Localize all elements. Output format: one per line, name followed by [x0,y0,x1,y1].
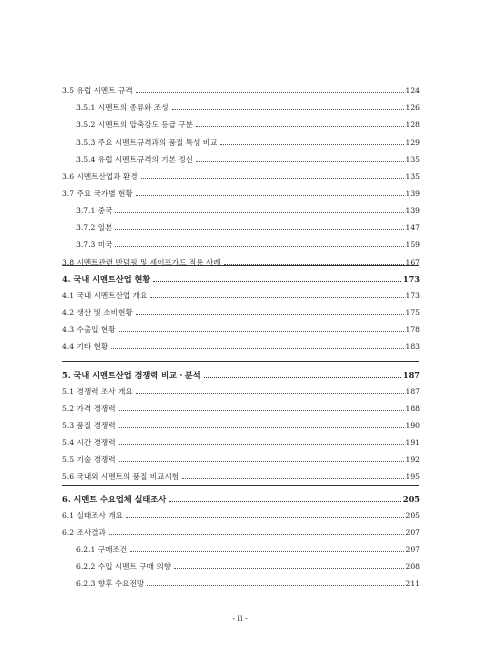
toc-entry[interactable] [62,511,420,521]
toc-entry-title: 실태조사 개요 [76,511,123,520]
toc-entry-number: 3.5.2 [76,120,96,129]
toc-entry-title: 국내외 시멘트의 품질 비교시험 [76,472,180,481]
toc-entry-title: 시멘트의 종류와 조성 [97,103,169,112]
toc-entry[interactable] [62,258,420,268]
toc-entry-number: 5.1 [62,387,75,396]
leader-dots [172,109,404,110]
leader-dots [174,568,403,569]
toc-entry-title: 수출입 현황 [76,325,116,334]
leader-dots [119,444,404,445]
leader-dots [109,534,404,535]
toc-entry-number: 5.6 [62,472,75,481]
toc-entry[interactable] [76,103,420,113]
toc-entry-page: 207 [405,528,420,537]
leader-dots [119,427,404,428]
toc-entry-number: 6.2.3 [76,579,96,588]
toc-entry-page: 175 [405,308,420,317]
toc-entry-page: 139 [405,189,420,198]
toc-entry-number: 5.4 [62,438,75,447]
toc-entry[interactable] [62,528,420,538]
toc-entry-page: 147 [405,223,420,232]
toc-entry-title: 가격 경쟁력 [76,404,116,413]
toc-entry-number: 6.1 [62,511,75,520]
toc-entry-number: 6.2.1 [76,545,96,554]
toc-entry-title: 기술 경쟁력 [76,455,116,464]
toc-entry[interactable] [76,223,420,233]
toc-entry[interactable] [62,189,420,199]
toc-entry-title: 생산 및 소비현황 [76,308,133,317]
leader-dots [182,478,403,479]
toc-entry-title: 유럽 시멘트 규격 [76,86,133,95]
toc-entry-page: 190 [405,421,420,430]
leader-dots [119,410,404,411]
toc-entry-page: 135 [405,172,420,181]
toc-entry[interactable] [76,120,420,130]
leader-dots [136,92,404,93]
toc-entry[interactable] [62,86,420,96]
toc-entry-page: 135 [405,155,420,164]
toc-entry-title: 유럽 시멘트규격의 기본 정신 [97,155,194,164]
toc-entry[interactable] [62,404,420,414]
chapter-number: 5. [62,370,71,380]
toc-entry-number: 6.2.2 [76,562,96,571]
toc-entry[interactable] [76,579,420,589]
toc-entry-title: 시멘트의 압축강도 등급 구분 [97,120,194,129]
chapter-page: 187 [402,370,420,380]
toc-entry-number: 5.5 [62,455,75,464]
toc-entry[interactable] [62,325,420,335]
leader-dots [136,195,404,196]
toc-entry-number: 3.8 [62,258,75,267]
toc-chapter-6[interactable] [62,494,420,504]
leader-dots [169,501,401,502]
toc-entry-page: 205 [405,511,420,520]
toc-entry-page: 129 [405,138,420,147]
leader-dots [126,517,404,518]
toc-entry-page: 126 [405,103,420,112]
toc-entry-number: 3.5.1 [76,103,96,112]
toc-chapter-4[interactable] [62,274,420,284]
chapter-divider [62,485,419,486]
toc-entry-number: 3.7.1 [76,206,96,215]
toc-entry-title: 시간 경쟁력 [76,438,116,447]
toc-entry-title: 주요 시멘트규격과의 품질 특성 비교 [97,138,218,147]
toc-entry-page: 207 [405,545,420,554]
toc-entry-number: 3.7.2 [76,223,96,232]
page-number-footer: - ii - [232,614,248,623]
chapter-divider [62,265,419,266]
toc-entry-page: 192 [405,455,420,464]
leader-dots [196,126,403,127]
toc-entry[interactable] [62,308,420,318]
toc-entry-page: 124 [405,86,420,95]
toc-entry-number: 3.5.4 [76,155,96,164]
toc-entry-number: 3.7.3 [76,240,96,249]
chapter-page: 173 [402,274,420,284]
toc-entry-number: 3.6 [62,172,75,181]
leader-dots [204,377,401,378]
toc-entry-page: 167 [405,258,420,267]
toc-chapter-5[interactable] [62,370,420,380]
toc-entry-number: 5.2 [62,404,75,413]
toc-entry[interactable] [62,342,420,352]
toc-entry-title: 조사결과 [76,528,106,537]
toc-entry[interactable] [76,155,420,165]
leader-dots [153,281,401,282]
toc-entry-number: 6.2 [62,528,75,537]
toc-entry-title: 시멘트산업과 환경 [76,172,138,181]
toc-entry-page: 188 [405,404,420,413]
leader-dots [130,551,403,552]
chapter-page: 205 [402,494,420,504]
leader-dots [220,144,403,145]
leader-dots [136,393,404,394]
toc-entry[interactable] [76,206,420,216]
toc-entry[interactable] [76,138,420,148]
toc-entry-number: 4.4 [62,342,75,351]
toc-entry[interactable] [62,291,420,301]
toc-entry-page: 208 [405,562,420,571]
leader-dots [147,585,403,586]
chapter-number: 4. [62,274,71,284]
chapter-title: 시멘트 수요업체 실태조사 [73,494,167,504]
toc-entry[interactable] [76,545,420,555]
toc-entry-number: 5.3 [62,421,75,430]
toc-entry[interactable] [62,387,420,397]
toc-entry-number: 4.2 [62,308,75,317]
toc-entry-title: 일본 [97,223,113,232]
toc-entry[interactable] [76,240,420,250]
toc-entry-title: 미국 [97,240,113,249]
toc-entry-page: 128 [405,120,420,129]
toc-entry-title: 기타 현황 [76,342,109,351]
chapter-title: 국내 시멘트산업 경쟁력 비교ㆍ분석 [73,370,201,380]
leader-dots [115,212,403,213]
toc-entry[interactable] [62,472,420,482]
leader-dots [115,246,403,247]
toc-entry-title: 경쟁력 조사 개요 [76,387,133,396]
toc-entry-title: 시멘트관련 반덤핑 및 세이프가드 적용 사례 [76,258,221,267]
toc-entry[interactable] [62,438,420,448]
toc-entry-title: 구매조건 [97,545,128,554]
toc-entry-number: 3.5 [62,86,75,95]
toc-entry-number: 4.3 [62,325,75,334]
toc-entry-page: 178 [405,325,420,334]
toc-entry-page: 211 [405,579,420,588]
toc-entry-title: 품질 경쟁력 [76,421,116,430]
toc-entry[interactable] [62,455,420,465]
toc-entry-page: 183 [405,342,420,351]
chapter-title: 국내 시멘트산업 현황 [73,274,151,284]
leader-dots [111,348,403,349]
toc-entry-title: 수입 시멘트 구매 의향 [97,562,172,571]
toc-entry-page: 191 [405,438,420,447]
chapter-divider [62,361,419,362]
toc-entry-title: 향후 수요전망 [97,579,145,588]
toc-entry[interactable] [62,172,420,182]
toc-entry[interactable] [76,562,420,572]
toc-entry-page: 195 [405,472,420,481]
toc-entry-title: 국내 시멘트산업 개요 [76,291,148,300]
toc-entry-page: 187 [405,387,420,396]
toc-entry-page: 173 [405,291,420,300]
toc-entry-title: 중국 [97,206,113,215]
leader-dots [150,297,403,298]
leader-dots [141,178,404,179]
chapter-number: 6. [62,494,71,504]
toc-entry[interactable] [62,421,420,431]
toc-entry-number: 3.7 [62,189,75,198]
leader-dots [119,331,404,332]
leader-dots [115,229,403,230]
leader-dots [136,314,404,315]
toc-entry-number: 3.5.3 [76,138,96,147]
toc-entry-page: 159 [405,240,420,249]
toc-entry-title: 주요 국가별 현황 [76,189,133,198]
leader-dots [196,161,403,162]
toc-entry-page: 139 [405,206,420,215]
leader-dots [119,461,404,462]
toc-entry-number: 4.1 [62,291,75,300]
